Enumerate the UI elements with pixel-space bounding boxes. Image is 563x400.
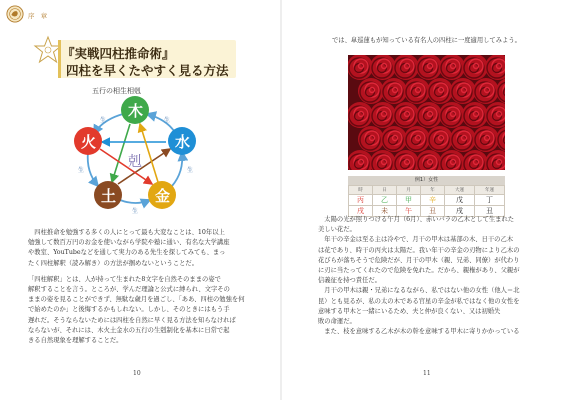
chart-header-cell: 月 <box>397 186 421 195</box>
heavenly-stem-cell: 戊 <box>445 195 475 206</box>
element-water-label: 水 <box>175 133 191 151</box>
right-paragraph-line: また、枝を意味する乙木が木の幹を意味する甲木に寄りかかっている <box>318 328 520 336</box>
right-body-text <box>318 215 546 337</box>
right-paragraph-line: 美しい花だ。 <box>318 226 356 234</box>
red-roses-photo <box>348 55 505 170</box>
sheng-label: 生 <box>132 208 139 215</box>
left-paragraph-line: 解釈することを言う。ところが、学んだ理論と公式に縛られ、文字その <box>28 286 230 294</box>
chapter-emblem-icon <box>6 5 24 23</box>
left-paragraph-line: や教室、YouTubeなどを通して実力のある先生を探してみても、まっ <box>28 249 226 257</box>
four-pillars-chart <box>348 185 505 217</box>
chart-header-cell: 時 <box>349 186 373 195</box>
chart-header-cell: 年 <box>421 186 445 195</box>
right-paragraph-line: に刃に当たってくれたので危険を免れた。だから、親権があり、父親が <box>318 267 520 275</box>
heavenly-stem-cell: 丙 <box>349 195 373 206</box>
right-paragraph-line: 花びらが落ちそうで危険だが、月干の甲木（親、兄弟、同僚）が代わり <box>318 256 520 264</box>
right-paragraph-line: 敗の命運だ。 <box>318 318 356 326</box>
page-number-left: 10 <box>133 370 141 377</box>
page-number-right: 11 <box>423 370 431 377</box>
chapter-header: 序 章 <box>28 12 50 20</box>
element-wood <box>121 96 149 124</box>
element-fire-label: 火 <box>81 133 97 151</box>
section-title: 『実戦四柱推命術』 <box>62 46 175 61</box>
element-metal-label: 金 <box>155 187 171 205</box>
right-paragraph-line: 年干の辛金は至る主は冷やで、月干の甲木は基部の木、日干の乙木 <box>318 236 514 244</box>
sheng-label: 生 <box>100 117 107 124</box>
element-water <box>168 127 196 155</box>
right-paragraph-line: 昆）とも見るが、私の太の木である官星の辛金が私ではなく他の女性を <box>318 297 520 305</box>
heavenly-stem-cell: 乙 <box>373 195 397 206</box>
chart-heaven-row <box>349 195 505 206</box>
element-fire <box>74 127 102 155</box>
sheng-arrow-metal-water <box>172 152 182 186</box>
five-elements-diagram <box>50 94 220 222</box>
heavenly-stem-cell: 甲 <box>397 195 421 206</box>
right-paragraph-line: 太陽の光が照りつける午月（6月）、赤いバラの乙木として生まれた <box>318 216 515 223</box>
sheng-label: 生 <box>78 167 85 174</box>
ke-label: 剋 <box>128 154 142 170</box>
left-paragraph-line: きる自然現象を理解することだ。 <box>28 337 123 345</box>
left-body-text <box>28 228 260 346</box>
left-paragraph-line: で始めたのか」と後悔するかもしれない。しかし、そのときにはもう手 <box>28 306 230 314</box>
right-paragraph-line: 信義征を持つ責任だ。 <box>318 277 381 285</box>
right-intro: では、皐巡蓮もが知っている有名人の四柱に一度適用してみよう。 <box>332 37 521 44</box>
right-paragraph-line: は花であり、時干の丙火は太陽だ。我い年干の辛金の刃物により乙木の <box>318 246 520 254</box>
ke-arrow-wood-earth <box>112 124 130 182</box>
right-paragraph-line: 意味する甲木と一緒にいるため、夫と仲が良くない、又は初婚失 <box>318 307 501 315</box>
chart-header-cell: 大運 <box>445 186 475 195</box>
left-paragraph-line: ならないが、それには、木火土金水の五行の生剋制化を基本に日常で起 <box>28 326 230 334</box>
heavenly-stem-cell: 辛 <box>421 195 445 206</box>
earthly-branch-cell: 午 <box>397 206 421 217</box>
left-paragraph-line: 勉強して数百万円のお金を使いながら学院や塾に通い、有名な大学講座 <box>28 239 230 247</box>
element-earth-label: 土 <box>101 187 117 205</box>
sheng-arrow-wood-fire <box>94 114 123 134</box>
heavenly-stem-cell: 丁 <box>475 195 505 206</box>
left-paragraph-line: ままの姿を見ることができず、無駄な歳月を過ごし、「ああ、四柱の勉強を何 <box>28 296 245 304</box>
element-earth <box>94 181 122 209</box>
sheng-arrow-water-wood <box>147 114 176 134</box>
element-metal <box>148 181 176 209</box>
left-paragraph-line: 「四柱解釈」とは、人が持って生まれた8文字を自然そのままの姿で <box>28 275 221 283</box>
chart-header-cell: 年運 <box>475 186 505 195</box>
left-paragraph-line: 四柱推命を勉強する多くの人にとって最も大変なことは、10年以上 <box>28 229 225 236</box>
left-paragraph-line: たく四柱解釈（読み解き）の方法が掴めないということだ。 <box>28 259 199 267</box>
section-subtitle: 四柱を早くたやすく見る方法 <box>66 63 229 78</box>
diagram-title: 五行の相生相剋 <box>92 87 141 95</box>
element-wood-label: 木 <box>128 102 144 120</box>
earthly-branch-cell: 戌 <box>445 206 475 217</box>
chart-title: 例1）女性 <box>348 176 505 185</box>
sheng-label: 生 <box>187 167 194 174</box>
chart-header-row <box>349 186 505 195</box>
earthly-branch-cell: 丑 <box>421 206 445 217</box>
earthly-branch-cell: 丑 <box>475 206 505 217</box>
sheng-arrow-earth-metal <box>120 200 150 203</box>
earthly-branch-cell: 戌 <box>349 206 373 217</box>
left-paragraph-line: 遅れだ。そうならないためには四柱を自然に早く見る方法を知らなければ <box>28 316 236 324</box>
sheng-arrow-fire-earth <box>88 152 98 186</box>
chart-header-cell: 日 <box>373 186 397 195</box>
ke-arrow-metal-wood <box>140 124 158 182</box>
right-paragraph-line: 月干の甲木は親・兄弟になるながら、私ではない他の女性（他人＝北 <box>318 287 520 295</box>
earthly-branch-cell: 未 <box>373 206 397 217</box>
sheng-label: 生 <box>164 117 171 124</box>
